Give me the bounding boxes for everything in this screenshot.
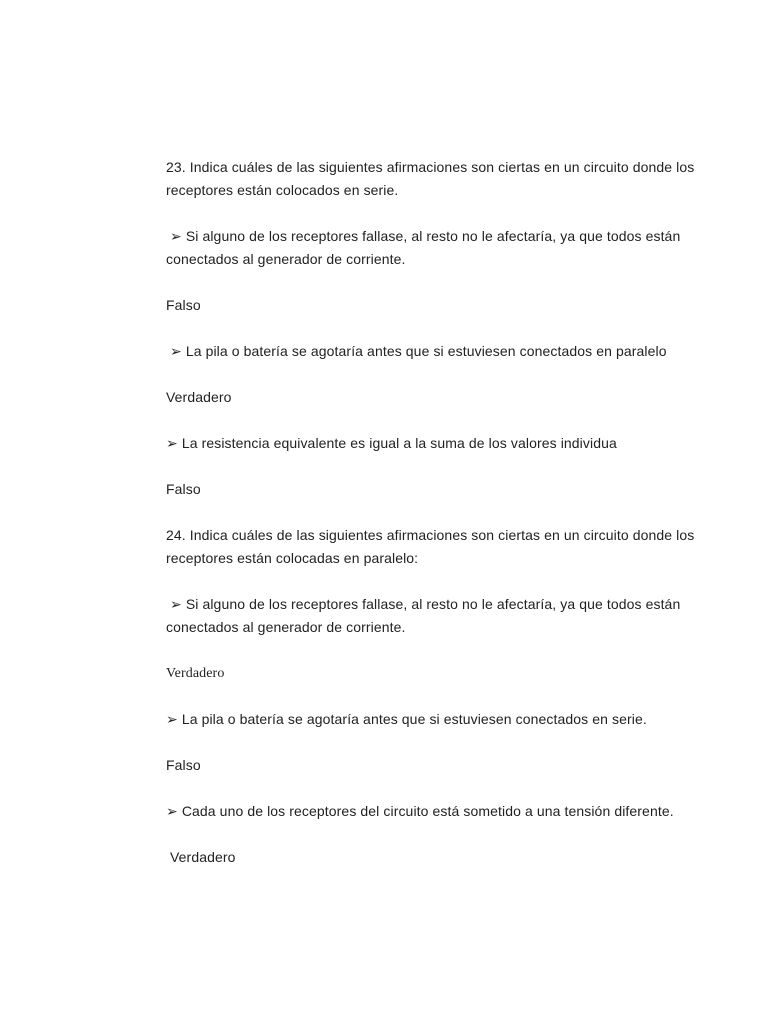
q24-answer-1: Verdadero [166, 666, 225, 681]
q24-answer-2: Falso [166, 757, 201, 773]
q23-answer-3: Falso [166, 481, 201, 497]
q23-statement-1: ➢ Si alguno de los receptores fallase, al resto no le afectaría, ya que todos están conectados al generador de corriente. [166, 228, 685, 267]
q23-answer-1: Falso [166, 297, 201, 313]
q24-statement-2: ➢ La pila o batería se agotaría antes que si estuviesen conectados en serie. [166, 711, 647, 727]
q24-statement-3: ➢ Cada uno de los receptores del circuito está sometido a una tensión diferente. [166, 803, 674, 819]
document-body [166, 156, 706, 892]
q23-statement-2: ➢ La pila o batería se agotaría antes que si estuviesen conectados en paralelo [166, 343, 667, 359]
question-24-title: 24. Indica cuáles de las siguientes afirmaciones son ciertas en un circuito donde los receptores están colocadas en paralelo: [166, 527, 695, 566]
q23-statement-3: ➢ La resistencia equivalente es igual a la suma de los valores individua [166, 435, 617, 451]
q23-answer-2: Verdadero [166, 389, 232, 405]
q24-statement-1: ➢ Si alguno de los receptores fallase, al resto no le afectaría, ya que todos están conectados al generador de corriente. [166, 596, 685, 635]
question-23-title: 23. Indica cuáles de las siguientes afirmaciones son ciertas en un circuito donde los receptores están colocados en serie. [166, 159, 695, 198]
q24-answer-3: Verdadero [166, 849, 236, 865]
